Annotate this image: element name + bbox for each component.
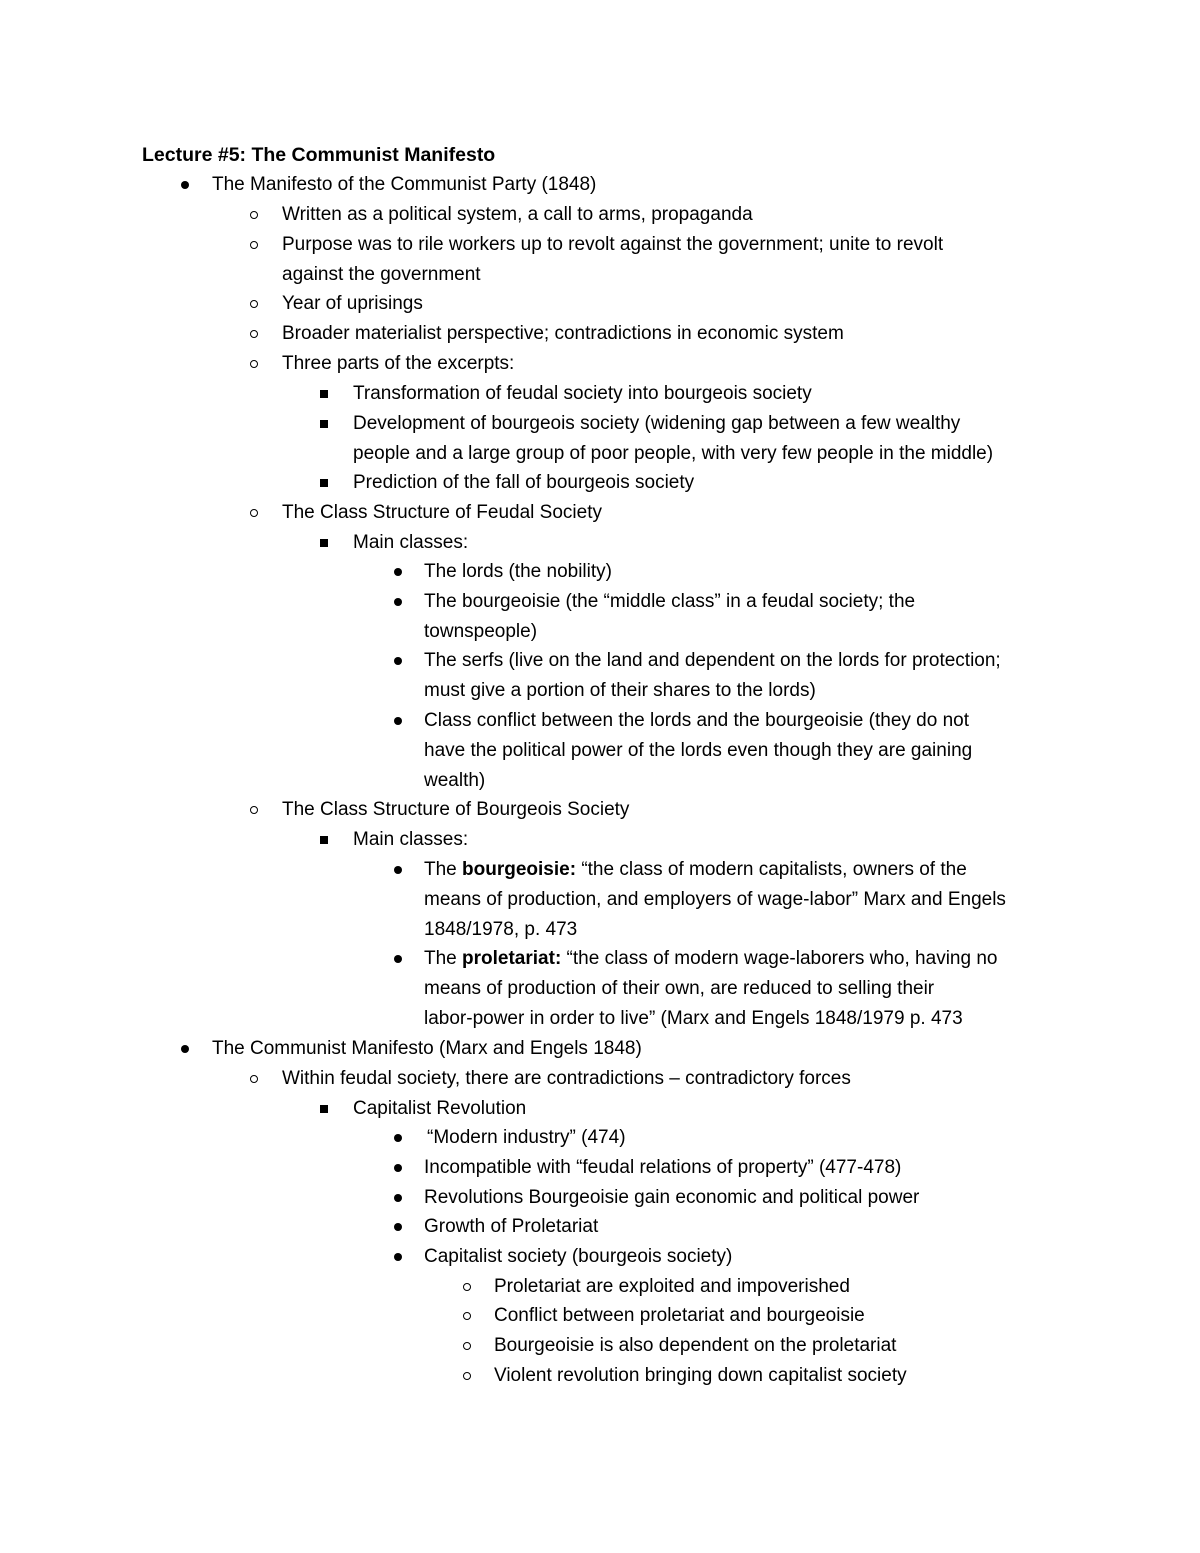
square-bullet-icon	[315, 1094, 335, 1124]
list-item-text-continued: townspeople)	[424, 621, 538, 642]
filled-bullet-icon	[388, 557, 408, 587]
filled-bullet-icon	[388, 587, 408, 617]
list-item-level-3	[315, 379, 812, 409]
square-bullet-icon	[315, 825, 335, 855]
list-item-level-5	[458, 1272, 850, 1302]
square-bullet-icon	[315, 409, 335, 439]
list-item-text: The Communist Manifesto (Marx and Engels 1848)	[212, 1038, 642, 1059]
list-item-level-5	[458, 1301, 865, 1331]
list-item-level-4	[388, 1123, 626, 1153]
list-item-text: Bourgeoisie is also dependent on the proletariat	[494, 1335, 897, 1356]
list-item-level-2	[245, 230, 943, 290]
list-item-text: The lords (the nobility)	[424, 561, 612, 582]
list-item-text: Capitalist society (bourgeois society)	[424, 1246, 733, 1267]
page-title: Lecture #5: The Communist Manifesto	[142, 144, 496, 166]
list-item-level-2	[245, 498, 602, 528]
hollow-bullet-icon	[245, 319, 265, 349]
list-item-text: Revolutions Bourgeoisie gain economic and political power	[424, 1187, 920, 1208]
filled-bullet-icon	[388, 1183, 408, 1213]
hollow-bullet-icon	[245, 795, 265, 825]
list-item-level-2	[245, 349, 514, 379]
hollow-bullet-icon	[245, 230, 265, 260]
list-item-level-3	[315, 528, 468, 558]
filled-bullet-icon	[388, 855, 408, 885]
list-item-level-3	[315, 409, 993, 469]
hollow-bullet-icon	[458, 1361, 478, 1391]
list-item-text: Broader materialist perspective; contradictions in economic system	[282, 323, 844, 344]
list-item-text-continued: people and a large group of poor people, with very few people in the middle)	[353, 443, 994, 464]
hollow-bullet-icon	[458, 1301, 478, 1331]
list-item-level-4	[388, 646, 1001, 706]
list-item-level-3	[315, 825, 468, 855]
list-item-text: Proletariat are exploited and impoverished	[494, 1276, 850, 1297]
list-item-level-2	[245, 319, 844, 349]
list-item-text-continued: 1848/1978, p. 473	[424, 919, 578, 940]
list-item-text: Within feudal society, there are contradictions – contradictory forces	[282, 1068, 851, 1089]
list-item-level-2	[245, 200, 753, 230]
list-item-level-3	[315, 468, 694, 498]
list-item-text: Purpose was to rile workers up to revolt against the government; unite to revolt	[282, 234, 944, 255]
hollow-bullet-icon	[245, 289, 265, 319]
list-item-text: The Manifesto of the Communist Party (1848)	[212, 174, 597, 195]
square-bullet-icon	[315, 379, 335, 409]
list-item-level-4	[388, 1212, 598, 1242]
list-item-text: The bourgeoisie: “the class of modern capitalists, owners of the	[424, 859, 967, 880]
list-item-text-continued: means of production, and employers of wage-labor” Marx and Engels	[424, 889, 1006, 910]
list-item-text: The serfs (live on the land and dependent on the lords for protection;	[424, 650, 1001, 671]
list-item-text: The Class Structure of Bourgeois Society	[282, 799, 630, 820]
filled-bullet-icon	[388, 1212, 408, 1242]
list-item-text: Growth of Proletariat	[424, 1216, 599, 1237]
hollow-bullet-icon	[245, 498, 265, 528]
filled-bullet-icon	[175, 170, 195, 200]
list-item-level-4	[388, 855, 1006, 945]
list-item-text: Written as a political system, a call to arms, propaganda	[282, 204, 753, 225]
list-item-text-continued: against the government	[282, 264, 481, 285]
hollow-bullet-icon	[245, 1064, 265, 1094]
filled-bullet-icon	[388, 706, 408, 736]
list-item-text: Main classes:	[353, 532, 469, 553]
list-item-level-5	[458, 1331, 896, 1361]
list-item-text-continued: have the political power of the lords even though they are gaining	[424, 740, 973, 761]
square-bullet-icon	[315, 528, 335, 558]
filled-bullet-icon	[388, 1242, 408, 1272]
list-item-text: Three parts of the excerpts:	[282, 353, 515, 374]
list-item-level-1	[175, 170, 596, 200]
list-item-text: Incompatible with “feudal relations of property” (477-478)	[424, 1157, 902, 1178]
list-item-level-2	[245, 1064, 851, 1094]
hollow-bullet-icon	[458, 1272, 478, 1302]
list-item-text-continued: means of production of their own, are reduced to selling their	[424, 978, 935, 999]
list-item-text-continued: must give a portion of their shares to the lords)	[424, 680, 816, 701]
square-bullet-icon	[315, 468, 335, 498]
list-item-level-1	[175, 1034, 642, 1064]
list-item-level-4	[388, 1153, 901, 1183]
list-item-level-2	[245, 289, 423, 319]
list-item-text-continued: labor-power in order to live” (Marx and Engels 1848/1979 p. 473	[424, 1008, 963, 1029]
list-item-text: Conflict between proletariat and bourgeoisie	[494, 1305, 865, 1326]
list-item-text-continued: wealth)	[424, 770, 486, 791]
filled-bullet-icon	[388, 646, 408, 676]
filled-bullet-icon	[388, 1153, 408, 1183]
hollow-bullet-icon	[245, 349, 265, 379]
list-item-level-3	[315, 1094, 526, 1124]
list-item-text: Capitalist Revolution	[353, 1098, 527, 1119]
list-item-level-4	[388, 1183, 919, 1213]
list-item-level-4	[388, 557, 612, 587]
list-item-text: Violent revolution bringing down capitalist society	[494, 1365, 907, 1386]
hollow-bullet-icon	[245, 200, 265, 230]
filled-bullet-icon	[175, 1034, 195, 1064]
list-item-level-5	[458, 1361, 907, 1391]
filled-bullet-icon	[388, 944, 408, 974]
list-item-text: The bourgeoisie (the “middle class” in a feudal society; the	[424, 591, 916, 612]
list-item-level-2	[245, 795, 629, 825]
list-item-text: The Class Structure of Feudal Society	[282, 502, 602, 523]
list-item-text: Prediction of the fall of bourgeois society	[353, 472, 695, 493]
list-item-level-4	[388, 587, 915, 647]
hollow-bullet-icon	[458, 1331, 478, 1361]
list-item-text: Development of bourgeois society (widening gap between a few wealthy	[353, 413, 961, 434]
list-item-level-4	[388, 944, 997, 1034]
list-item-level-4	[388, 1242, 732, 1272]
list-item-text: Main classes:	[353, 829, 469, 850]
list-item-text: The proletariat: “the class of modern wage-laborers who, having no	[424, 948, 998, 969]
list-item-level-4	[388, 706, 972, 796]
list-item-text: Year of uprisings	[282, 293, 423, 314]
list-item-text: “Modern industry” (474)	[427, 1127, 626, 1148]
list-item-text: Transformation of feudal society into bourgeois society	[353, 383, 812, 404]
filled-bullet-icon	[388, 1123, 408, 1153]
list-item-text: Class conflict between the lords and the bourgeoisie (they do not	[424, 710, 969, 731]
